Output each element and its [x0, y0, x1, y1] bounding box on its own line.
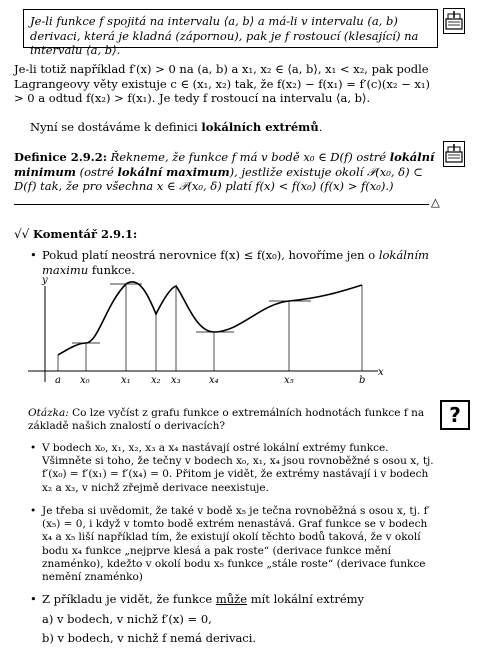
- bullet-1-italic: lokálním maximu: [42, 248, 429, 277]
- bullet-3: Je třeba si uvědomit, že také v bodě x₅ je tečna rovnoběžná s osou x, tj. f′(x₅) = 0, i když v tomto bodě extrém nenastává. Graf funkce se v bodech x₄ a x₅ liší například tím, že existují okolí těchto bodů taková, že v okolí bodu x₄ funkce „nejprve klesá a pak roste“ (derivace funkce mění znaménko), kdežto v okolí bodu x₅ funkce „stále roste“ (derivace funkce nemění znaménko): [42, 505, 430, 584]
- definition-label: Definice 2.9.2:: [14, 150, 107, 164]
- bullet-4-item-b: b) v bodech, v nichž f nemá derivaci.: [42, 631, 257, 645]
- function-graph: [20, 272, 390, 387]
- bullet-1-text: Pokud platí neostrá nerovnice f(x) ≤ f(x₀), hovoříme jen o: [42, 248, 379, 262]
- comment-title: Komentář 2.9.1:: [32, 227, 138, 241]
- question-text: Co lze vyčíst z grafu funkce o extremálních hodnotách funkce f na základě našich znalostí o derivacích?: [28, 407, 425, 433]
- tick-x4: x₄: [209, 375, 219, 386]
- bullet-4-item-a: a) v bodech, v nichž f′(x) = 0,: [42, 611, 212, 626]
- bullet-dot-3: •: [30, 505, 37, 517]
- question: [28, 407, 438, 433]
- definition-rule: [14, 204, 429, 205]
- transition-line: [30, 120, 455, 135]
- theorem-text: Je-li funkce f spojitá na intervalu ⟨a, b⟩ a má-li v intervalu (a, b) derivaci, která je kladná (zápornou), pak je f rostoucí (klesající) na intervalu ⟨a, b⟩.: [30, 14, 419, 57]
- definition-bold-1: lokální minimum: [14, 150, 435, 179]
- bullet-2: V bodech x₀, x₁, x₂, x₃ a x₄ nastávají ostré lokální extrémy funkce. Všimněte si toho, že tečny v bodech x₀, x₁, x₄ jsou rovnoběžné s osou x, tj. f′(x₀) = f′(x₁) = f′(x₄) = 0. Přitom je vidět, že extrémy nastávají i v bodech x₂ a x₃, v nichž zřejmě derivace neexistuje.: [42, 442, 434, 494]
- book-icon-glyph: [445, 11, 463, 31]
- definition-bold-2: lokální maximum: [117, 164, 230, 179]
- transition-bold: lokálních extrémů: [201, 120, 319, 134]
- bullet-4-prefix: Z příkladu je vidět, že funkce: [42, 592, 216, 606]
- definition-text-1: Řekneme, že funkce f má v bodě x₀ ∈ D(f) ostré: [106, 150, 390, 164]
- bullet-1-suffix: funkce.: [88, 262, 135, 277]
- book-icon-definition[interactable]: [443, 141, 465, 167]
- definition-text-3: ), jestliže existuje okolí 𝒫(x₀, δ) ⊂ D(f) tak, že pro všechna x ∈ 𝒫(x₀, δ) platí f(x) < f(x₀) (f(x) > f(x₀).): [14, 164, 423, 193]
- question-icon[interactable]: ?: [440, 400, 470, 430]
- tick-b: b: [359, 375, 366, 386]
- tick-x3: x₃: [171, 375, 181, 386]
- tick-x5: x₅: [284, 375, 294, 386]
- bullet-4-suffix: mít lokální extrémy: [247, 592, 365, 606]
- definition: [14, 150, 439, 194]
- x-axis-label: x: [378, 367, 384, 378]
- book-icon[interactable]: [443, 8, 465, 34]
- tick-x0: x₀: [80, 375, 90, 386]
- definition-text-2: (ostré: [75, 164, 118, 179]
- triangle-end-mark: △: [431, 195, 440, 209]
- intro-paragraph: Je-li totiž například f′(x) > 0 na (a, b) a x₁, x₂ ∈ ⟨a, b⟩, x₁ < x₂, pak podle Lagrangeovy věty existuje c ∈ (x₁, x₂) tak, že f(x₂) − f(x₁) = f′(c)(x₂ − x₁) > 0 a odtud f(x₂) > f(x₁). Je tedy f rostoucí na intervalu ⟨a, b⟩.: [14, 62, 430, 105]
- tick-x2: x₂: [151, 375, 161, 386]
- theorem-box: [23, 9, 438, 57]
- book-icon-glyph-2: [445, 144, 463, 164]
- transition-suffix: .: [318, 120, 323, 134]
- tick-a: a: [55, 375, 61, 386]
- bullet-dot-2: •: [30, 442, 37, 454]
- bullet-dot-1: •: [30, 248, 37, 262]
- checkmark-icon: √√: [14, 227, 30, 241]
- tick-x1: x₁: [121, 375, 131, 386]
- y-axis-label: y: [42, 275, 48, 286]
- transition-prefix: Nyní se dostáváme k definici: [30, 120, 202, 134]
- bullet-dot-4: •: [30, 592, 37, 606]
- bullet-4-lead: [42, 592, 440, 607]
- bullet-4: [42, 592, 440, 646]
- bullet-4-underlined: může: [215, 592, 248, 606]
- comment-heading: [14, 227, 137, 242]
- function-curve: [58, 282, 362, 355]
- question-label: Otázka:: [28, 407, 69, 419]
